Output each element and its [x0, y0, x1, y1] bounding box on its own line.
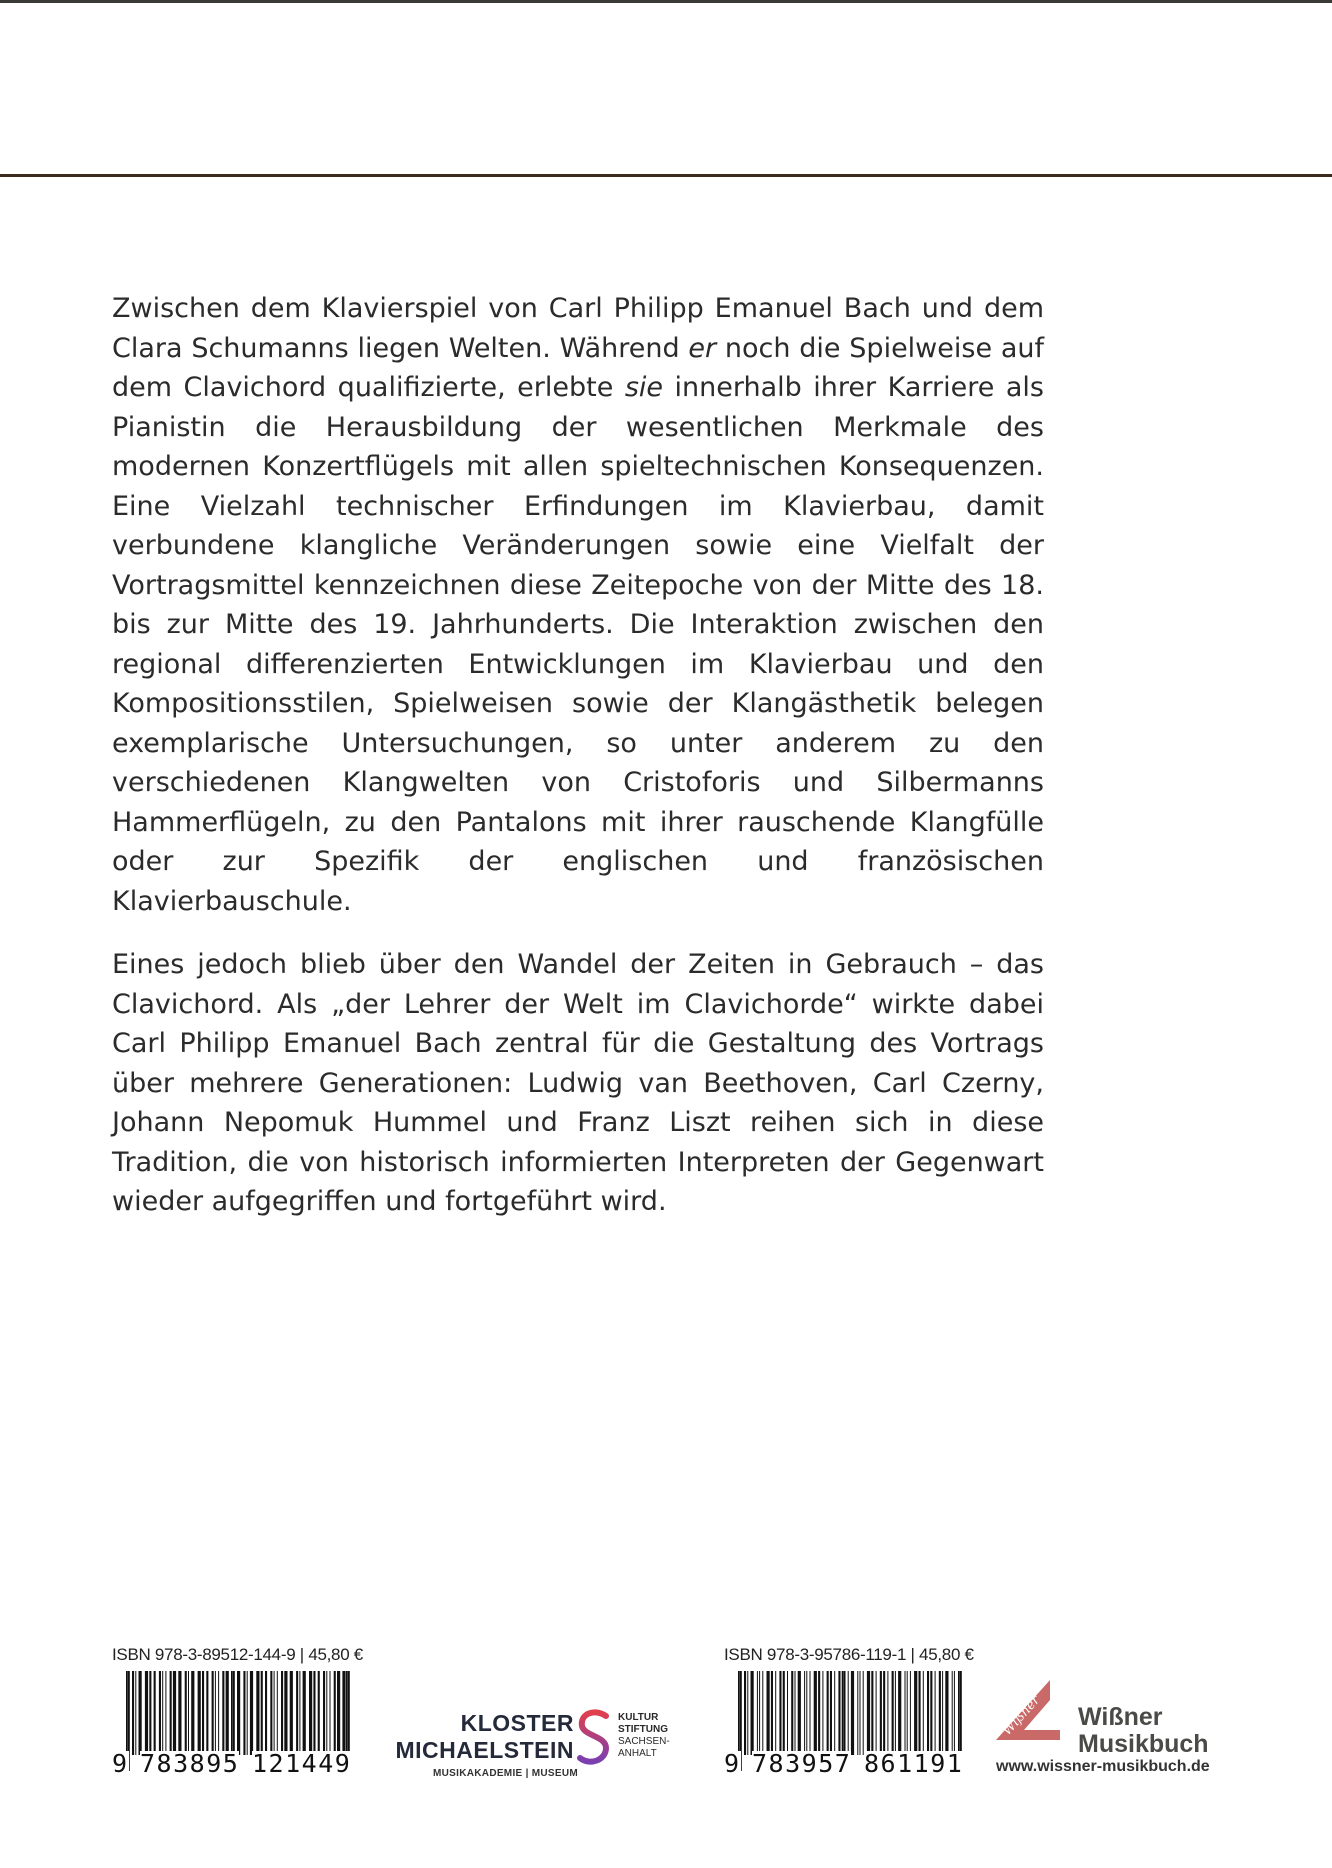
- wissner-line2: Musikbuch: [1078, 1730, 1209, 1758]
- barcode-bar: [895, 1671, 896, 1755]
- kultur-line3: SACHSEN-: [618, 1736, 670, 1747]
- barcode-bar: [274, 1671, 275, 1755]
- barcode-bar: [806, 1671, 807, 1755]
- p1-sie: sie: [624, 372, 664, 403]
- barcode-bar: [191, 1671, 194, 1755]
- barcode-bar: [767, 1671, 770, 1755]
- barcode-bar: [905, 1671, 906, 1755]
- barcode-bar: [222, 1671, 224, 1755]
- barcode-bar: [243, 1671, 245, 1755]
- barcode-bar: [198, 1671, 201, 1755]
- barcode-right-group2: 861191: [864, 1749, 964, 1778]
- barcode-bar: [326, 1671, 327, 1755]
- barcode-bar: [919, 1671, 921, 1755]
- barcode-bar: [827, 1671, 829, 1755]
- barcode-bar: [876, 1671, 877, 1755]
- barcode-bar: [215, 1671, 216, 1755]
- barcode-bar: [135, 1671, 136, 1755]
- barcode-bar: [880, 1671, 882, 1755]
- barcode-bar: [810, 1671, 811, 1755]
- barcode-bar: [830, 1671, 832, 1755]
- barcode-bar: [747, 1671, 748, 1755]
- barcode-bar: [857, 1671, 858, 1755]
- barcode-bar: [261, 1671, 263, 1755]
- barcode-bar: [759, 1671, 760, 1755]
- barcode-bar: [927, 1671, 929, 1755]
- p1-er: er: [688, 332, 717, 364]
- barcode-left-group1: 783895: [140, 1749, 240, 1778]
- kloster-michaelstein-logo: [380, 1700, 710, 1780]
- barcode-right-lead: 9: [724, 1749, 741, 1778]
- barcode-bar: [159, 1671, 161, 1755]
- barcode-bar: [867, 1671, 870, 1755]
- barcode-bar: [237, 1671, 240, 1755]
- kulturstiftung-s-icon: [576, 1708, 612, 1768]
- barcode-bar: [309, 1671, 312, 1755]
- barcode-bar: [775, 1671, 776, 1755]
- barcode-bar: [265, 1671, 267, 1755]
- barcode-bar: [202, 1671, 204, 1755]
- barcode-bar: [277, 1671, 278, 1755]
- barcode-bar: [330, 1671, 331, 1755]
- barcode-bar: [185, 1671, 187, 1755]
- barcode-bar: [834, 1671, 835, 1755]
- barcode-bar: [206, 1671, 208, 1755]
- barcode-bar: [256, 1671, 259, 1755]
- barcode-bar: [132, 1671, 134, 1755]
- barcode-bar: [795, 1671, 796, 1755]
- barcode-bar: [954, 1671, 955, 1755]
- kloster-line2: MICHAELSTEIN: [395, 1737, 574, 1763]
- barcode-bar: [178, 1671, 181, 1755]
- p1-seg-c: innerhalb ihrer Karriere als Pianistin die Herausbildung der wesentlichen Merkmale des modernen Konzertflügels mit allen spieltechnischen Konsequenzen. Eine Vielzahl technischer Erfindungen im Klavierbau, damit verbundene klangliche Veränderungen sowie eine Vielfalt der Vortragsmittel kennzeichnen diese Zeitepoche von der Mitte des 18. bis zur Mitte des 19. Jahrhunderts. Die Interaktion zwischen den regional differenzierten Entwicklungen im Klavierbau und den Kompositionsstilen, Spielweisen sowie der Klangästhetik belegen exemplarische Untersuchungen, so unter anderem zu den verschiedenen Klangwelten von Cristoforis und Silbermanns Hammerflügeln, zu den Pantalons mit ihrer rauschende Klangfülle oder zur Spezifik der englischen und französischen Klavierbauschule.: [112, 372, 1044, 917]
- barcode-bar: [296, 1671, 298, 1755]
- barcode-bar: [851, 1671, 854, 1755]
- barcode-bar: [170, 1671, 172, 1755]
- barcode-bar: [907, 1671, 908, 1755]
- top-edge: [0, 0, 1332, 3]
- barcode-bar: [923, 1671, 924, 1755]
- barcode-bar: [783, 1671, 785, 1755]
- barcode-bar: [139, 1671, 142, 1755]
- barcode-bar: [313, 1671, 315, 1755]
- barcode-bar: [323, 1671, 325, 1755]
- barcode-bar: [188, 1671, 189, 1755]
- barcode-bar: [145, 1671, 148, 1755]
- wissner-musikbuch-logo: [990, 1662, 1230, 1782]
- barcode-bar: [247, 1671, 248, 1755]
- wissner-emblem-script: Wißner: [999, 1692, 1044, 1739]
- kloster-name: [396, 1710, 575, 1764]
- barcode-left-lead: 9: [112, 1749, 129, 1778]
- barcode-bar: [791, 1671, 793, 1755]
- barcode-bar: [290, 1671, 293, 1755]
- barcode-bar: [945, 1671, 948, 1755]
- kultur-line1: KULTUR: [618, 1712, 659, 1723]
- barcode-bar: [779, 1671, 781, 1755]
- barcode-bar: [787, 1671, 788, 1755]
- barcode-bar: [284, 1671, 287, 1755]
- barcode-bar: [771, 1671, 773, 1755]
- barcode-bar: [757, 1671, 758, 1755]
- barcode-bar: [226, 1671, 229, 1755]
- barcode-bar: [165, 1671, 166, 1755]
- barcode-bar: [887, 1671, 888, 1755]
- barcode-bar: [744, 1671, 746, 1755]
- barcode-bar: [914, 1671, 917, 1755]
- barcode-left-block: [112, 1645, 363, 1778]
- barcode-bar: [270, 1671, 272, 1755]
- barcode-bar: [863, 1671, 864, 1755]
- barcode-bar: [303, 1671, 306, 1755]
- barcode-bar: [250, 1671, 253, 1755]
- barcode-bar: [804, 1671, 805, 1755]
- kulturstiftung-text: [618, 1712, 670, 1760]
- barcode-bar: [952, 1671, 953, 1755]
- barcode-bar: [883, 1671, 885, 1755]
- barcode-bar: [299, 1671, 300, 1755]
- barcode-bar: [218, 1671, 219, 1755]
- barcode-bar: [762, 1671, 763, 1755]
- barcode-bar: [848, 1671, 849, 1755]
- wissner-line1: Wißner: [1078, 1703, 1163, 1731]
- barcode-bar: [930, 1671, 932, 1755]
- barcode-bar: [751, 1671, 754, 1755]
- barcode-bar: [154, 1671, 156, 1755]
- barcode-bar: [212, 1671, 214, 1755]
- barcode-bar: [910, 1671, 911, 1755]
- barcode-bar: [818, 1671, 820, 1755]
- wissner-url: www.wissner-musikbuch.de: [996, 1758, 1210, 1775]
- isbn-left: ISBN 978-3-89512-144-9 | 45,80 €: [112, 1645, 363, 1664]
- kloster-subline: MUSIKAKADEMIE | MUSEUM: [433, 1768, 578, 1779]
- barcode-right-group1: 783957: [752, 1749, 852, 1778]
- barcode-bar: [822, 1671, 823, 1755]
- paragraph-2: Eines jedoch blieb über den Wandel der Zeiten in Gebrauch – das Clavichord. Als „der Lehrer der Welt im Clavichorde“ wirkte dabei Carl Philipp Emanuel Bach zentral für die Gestaltung des Vortrags über mehrere Generationen: Ludwig van Beethoven, Carl Czerny, Johann Nepomuk Hummel und Franz Liszt reihen sich in diese Tradition, die von historisch informierten Interpreten der Gegenwart wieder aufgegriffen und fortgeführt wird.: [112, 949, 1044, 1217]
- wissner-name: [1078, 1704, 1209, 1758]
- barcode-bar: [281, 1671, 283, 1755]
- barcode-bar: [935, 1671, 936, 1755]
- isbn-right: ISBN 978-3-95786-119-1 | 45,80 €: [724, 1645, 974, 1664]
- barcode-bar: [318, 1671, 320, 1755]
- barcode-bar: [942, 1671, 943, 1755]
- barcode-bar: [173, 1671, 176, 1755]
- barcode-bar: [149, 1671, 151, 1755]
- back-cover-text: [112, 289, 1044, 1246]
- barcode-bar: [892, 1671, 894, 1755]
- barcode-bar: [860, 1671, 861, 1755]
- barcode-bar: [814, 1671, 817, 1755]
- barcode-bar: [798, 1671, 801, 1755]
- wissner-emblem-icon: [994, 1666, 1064, 1746]
- paragraph-1: [112, 289, 1044, 921]
- horizontal-rule: [0, 174, 1332, 177]
- kloster-line1: KLOSTER: [460, 1710, 574, 1736]
- barcode-bar: [898, 1671, 901, 1755]
- kultur-line4: ANHALT: [618, 1748, 657, 1759]
- barcode-right-block: [724, 1645, 974, 1778]
- p1-seg-a: Zwischen dem Klavierspiel von Carl Philipp Emanuel Bach und dem Clara Schumanns liegen Welten. Während: [112, 293, 1044, 364]
- barcode-bar: [838, 1671, 840, 1755]
- barcode-bar: [334, 1671, 336, 1755]
- kultur-line2: STIFTUNG: [618, 1724, 668, 1735]
- barcode-bar: [342, 1671, 345, 1755]
- barcode-bar: [939, 1671, 941, 1755]
- p1-seg-b: noch die Spielweise auf dem Clavichord qualifizierte, erlebte: [112, 332, 1044, 403]
- barcode-bar: [162, 1671, 163, 1755]
- barcode-left-group2: 121449: [252, 1749, 352, 1778]
- barcode-bar: [871, 1671, 873, 1755]
- barcode-bar: [337, 1671, 340, 1755]
